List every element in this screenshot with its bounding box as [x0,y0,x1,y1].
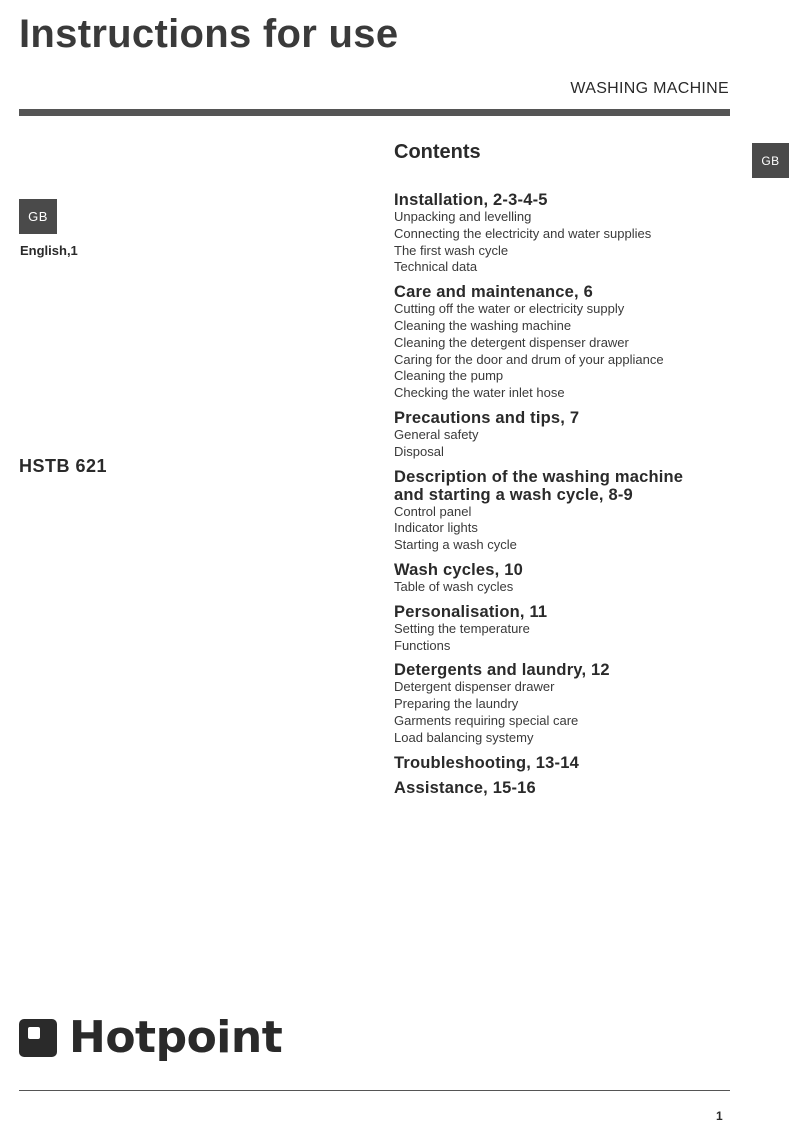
language-code-badge: GB [19,199,57,234]
bottom-divider [19,1090,730,1091]
language-side-tab: GB [752,143,789,178]
toc-item: Starting a wash cycle [394,537,517,553]
toc-section [394,561,714,596]
toc-item: Indicator lights [394,520,478,536]
page-number: 1 [716,1109,723,1123]
toc-item: Cleaning the washing machine [394,317,572,333]
toc-item: Table of wash cycles [394,578,514,594]
toc-section-title: Precautions and tips, 7 [394,408,580,427]
toc-section-list [394,191,714,797]
toc-item: Cutting off the water or electricity supply [394,301,625,317]
toc-section [394,603,714,655]
toc-section-title: Assistance, 15-16 [394,778,536,797]
hotpoint-logo-icon [19,1019,57,1057]
toc-item: Load balancing systemy [394,729,534,745]
contents-heading: Contents [394,141,481,163]
toc-section [394,754,714,772]
toc-item: The first wash cycle [394,242,509,258]
toc-item: Technical data [394,259,478,275]
toc-item: Detergent dispenser drawer [394,679,555,695]
toc-item: Unpacking and levelling [394,209,532,224]
toc-section-title: Care and maintenance, 6 [394,283,594,302]
toc-item: Garments requiring special care [394,712,579,728]
model-number: HSTB 621 [19,456,108,476]
toc-item: General safety [394,426,479,442]
brand-logo [19,1012,283,1063]
toc-item: Cleaning the detergent dispenser drawer [394,334,629,350]
toc-section [394,779,714,797]
toc-item: Caring for the door and drum of your appliance [394,351,664,367]
toc-item: Setting the temperature [394,620,530,636]
page-title: Instructions for use [19,12,399,56]
toc-section [394,191,714,276]
brand-name: Hotpoint [69,1012,283,1063]
toc-section-title: Detergents and laundry, 12 [394,661,610,680]
toc-item: Preparing the laundry [394,696,519,712]
page-subtitle: WASHING MACHINE [570,80,729,97]
toc-item: Cleaning the pump [394,368,504,384]
toc-item: Control panel [394,503,472,519]
toc-item: Disposal [394,443,444,459]
toc-section-title: Wash cycles, 10 [394,560,523,579]
table-of-contents [394,140,714,804]
toc-section [394,283,714,402]
top-divider [19,109,730,116]
toc-section [394,409,714,461]
toc-section-title: Installation, 2-3-4-5 [394,191,548,209]
toc-section [394,468,714,554]
toc-section [394,661,714,746]
toc-item: Connecting the electricity and water supplies [394,225,652,241]
language-label: English,1 [20,243,78,258]
toc-section-title: Description of the washing machine and starting a wash cycle, 8-9 [394,467,684,504]
toc-item: Functions [394,637,451,653]
toc-section-title: Personalisation, 11 [394,602,548,621]
toc-section-title: Troubleshooting, 13-14 [394,753,580,772]
toc-item: Checking the water inlet hose [394,385,565,401]
